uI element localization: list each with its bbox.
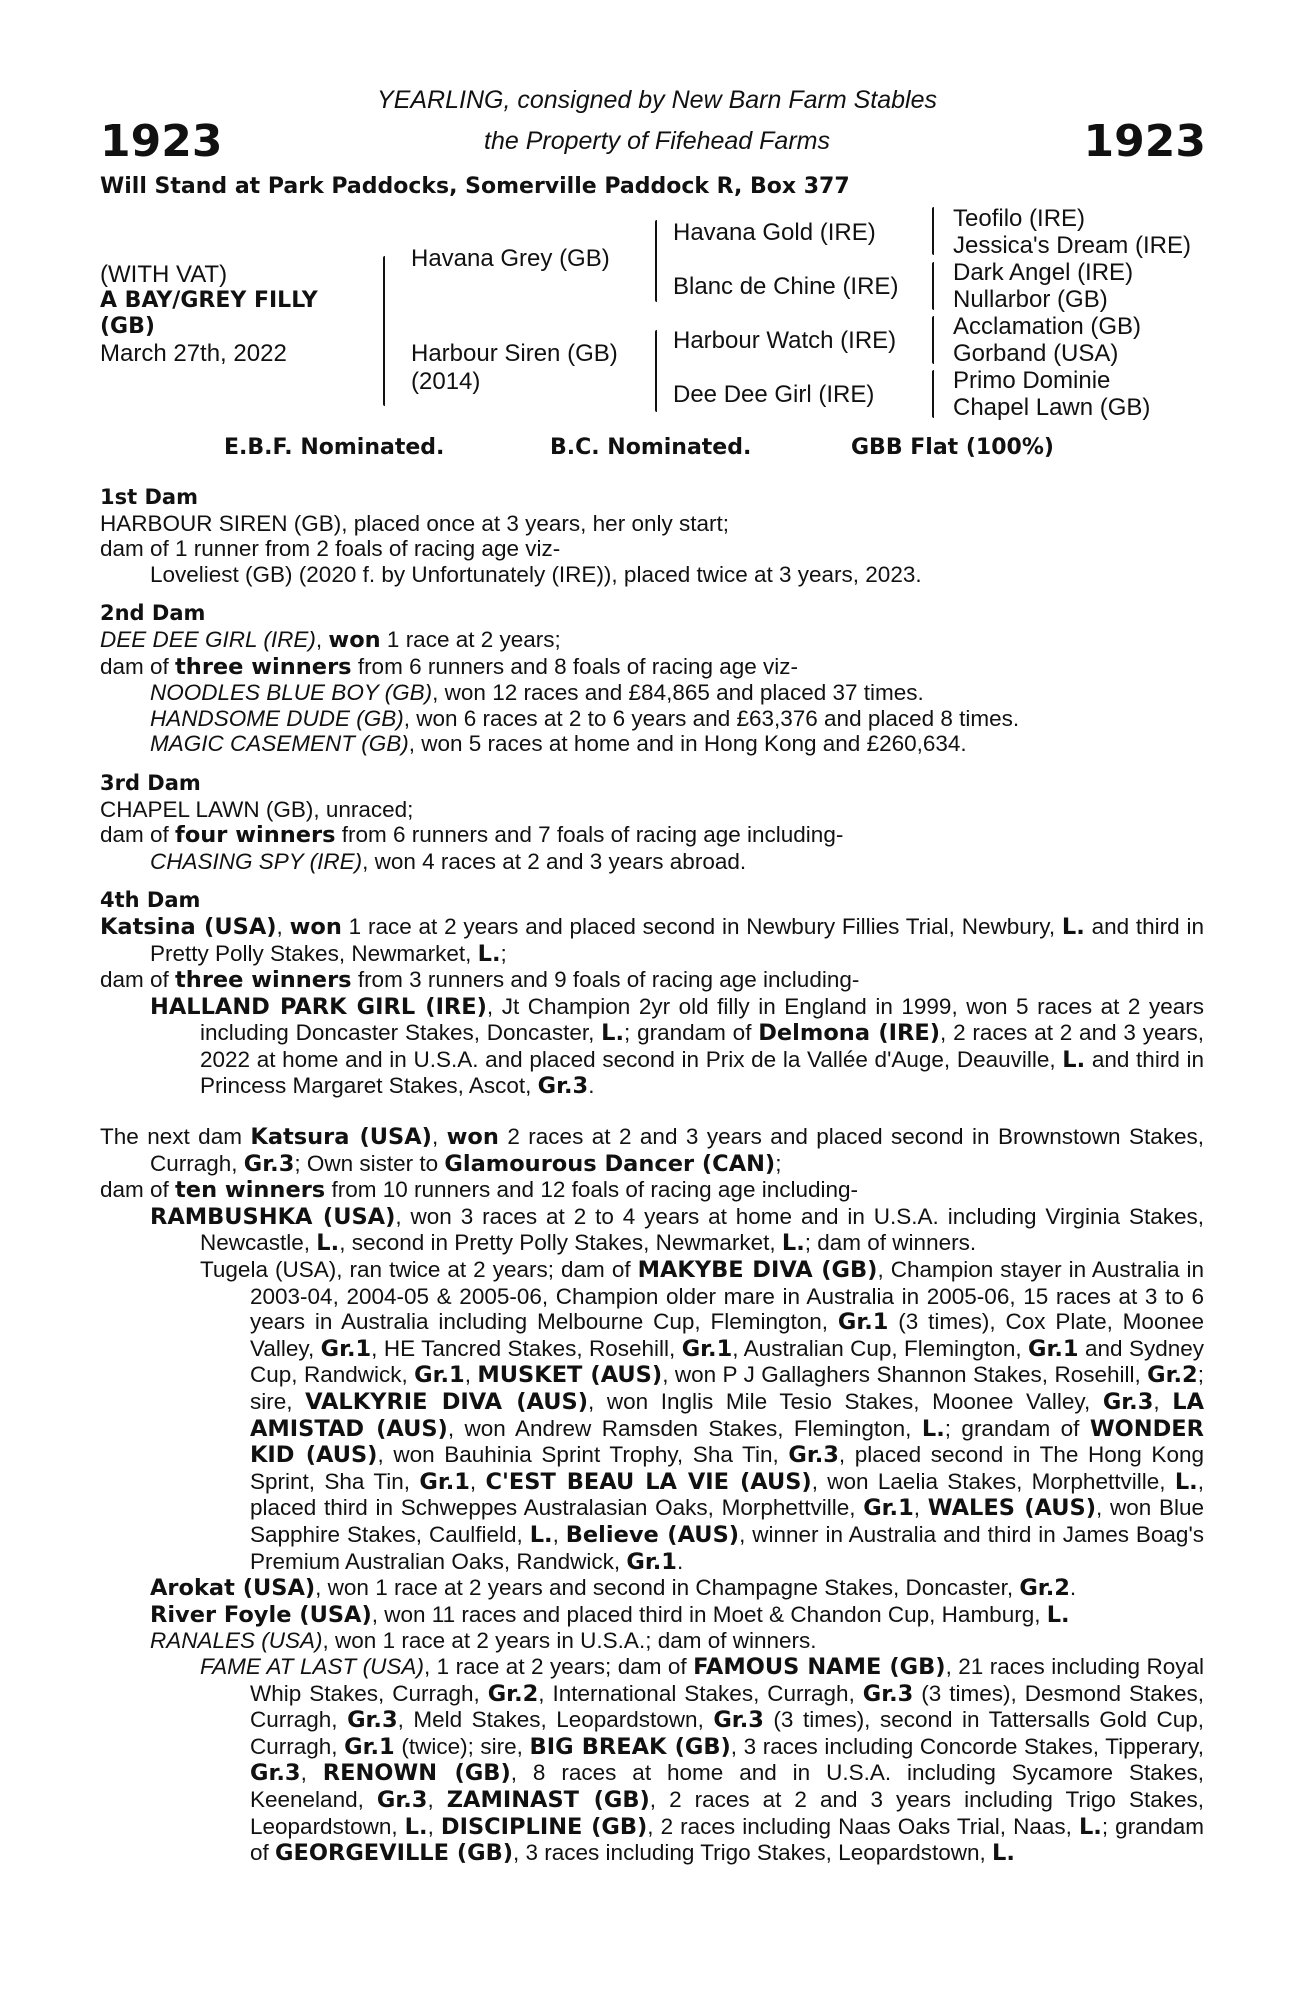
stand-line: Will Stand at Park Paddocks, Somerville Paddock R, Box 377	[100, 174, 850, 199]
pedigree-brace-main	[383, 256, 385, 406]
first-dam-line: HARBOUR SIREN (GB), placed once at 3 years, her only start;	[100, 510, 729, 536]
pedigree-brace-ss	[932, 207, 934, 255]
first-dam-produce-line: dam of 1 runner from 2 foals of racing age viz-	[100, 536, 561, 562]
rambushka-progeny-tugela: Tugela (USA), ran twice at 2 years; dam of MAKYBE DIVA (GB), Champion stayer in Australia in 2003-04, 2004-05 & 2005-06, Champion older mare in Australia in 2005-06, 15 races at 3 to 6 years in Australia including Melbourne Cup, Flemington, Gr.1 (3 times), Cox Plate, Moonee Valley, Gr.1, HE Tancred Stakes, Rosehill, Gr.1, Australian Cup, Flemington, Gr.1 and Sydney Cup, Randwick, Gr.1, MUSKET (AUS), won P J Gallaghers Shannon Stakes, Rosehill, Gr.2; sire, VALKYRIE DIVA (AUS), won Inglis Mile Tesio Stakes, Moonee Valley, Gr.3, LA AMISTAD (AUS), won Andrew Ramsden Stakes, Flemington, L.; grandam of WONDER KID (AUS), won Bauhinia Sprint Trophy, Sha Tin, Gr.3, placed second in The Hong Kong Sprint, Sha Tin, Gr.1, C'EST BEAU LA VIE (AUS), won Laelia Stakes, Morphettville, L., placed third in Schweppes Australasian Oaks, Morphettville, Gr.1, WALES (AUS), won Blue Sapphire Stakes, Caulfield, L., Believe (AUS), winner in Australia and third in James Boag's Premium Australian Oaks, Randwick, Gr.1.	[200, 1257, 1205, 1575]
property-line: the Property of Fifehead Farms	[484, 127, 830, 155]
fourth-dam-produce-line: dam of three winners from 3 runners and 9 foals of racing age including-	[100, 967, 860, 994]
fourth-dam-heading: 4th Dam	[100, 888, 201, 913]
ranales-progeny-fame-at-last: FAME AT LAST (USA), 1 race at 2 years; dam of FAMOUS NAME (GB), 21 races including Royal Whip Stakes, Curragh, Gr.2, International Stakes, Curragh, Gr.3 (3 times), Desmond Stakes, Curragh, Gr.3, Meld Stakes, Leopardstown, Gr.3 (3 times), second in Tattersalls Gold Cup, Curragh, Gr.1 (twice); sire, BIG BREAK (GB), 3 races including Concorde Stakes, Tipperary, Gr.3, RENOWN (GB), 8 races at home and in U.S.A. including Sycamore Stakes, Keeneland, Gr.3, ZAMINAST (GB), 2 races at 2 and 3 years including Trigo Stakes, Leopardstown, L., DISCIPLINE (GB), 2 races including Naas Oaks Trial, Naas, L.; grandam of GEORGEVILLE (GB), 3 races including Trigo Stakes, Leopardstown, L.	[200, 1653, 1205, 1867]
gg-dam-dam-sire: Primo Dominie	[953, 367, 1111, 394]
dam-year: (2014)	[411, 368, 481, 395]
second-dam-progeny: HANDSOME DUDE (GB), won 6 races at 2 to 6 years and £63,376 and placed 8 times.	[150, 705, 1020, 731]
gg-dam-dam-dam: Chapel Lawn (GB)	[953, 394, 1151, 421]
fourth-dam-line: Katsina (USA), won 1 race at 2 years and placed second in Newbury Fillies Trial, Newbury, L. and third in Pretty Polly Stakes, Newmarket, L.;	[100, 913, 1204, 967]
next-dam-progeny-river-foyle: River Foyle (USA), won 11 races and placed third in Moet & Chandon Cup, Hamburg, L.	[150, 1601, 1070, 1628]
sire-dam: Blanc de Chine (IRE)	[673, 273, 899, 300]
dam-dam: Dee Dee Girl (IRE)	[673, 381, 875, 408]
pedigree-brace-ds	[932, 316, 934, 364]
next-dam-progeny-arokat: Arokat (USA), won 1 race at 2 years and second in Champagne Stakes, Doncaster, Gr.2.	[150, 1575, 1077, 1602]
bc-nomination: B.C. Nominated.	[550, 435, 752, 460]
next-dam-progeny-ranales: RANALES (USA), won 1 race at 2 years in U.S.A.; dam of winners.	[150, 1628, 817, 1654]
pedigree-brace-dd	[932, 370, 934, 418]
horse-description: A BAY/GREY FILLY	[100, 288, 318, 313]
fourth-dam-progeny: HALLAND PARK GIRL (IRE), Jt Champion 2yr old filly in England in 1999, won 5 races at 2 years including Doncaster Stakes, Doncaster, L.; grandam of Delmona (IRE), 2 races at 2 and 3 years, 2022 at home and in U.S.A. and placed second in Prix de la Vallée d'Auge, Deauville, L. and third in Princess Margaret Stakes, Ascot, Gr.3.	[150, 993, 1205, 1100]
gg-sire-dam-dam: Nullarbor (GB)	[953, 286, 1108, 313]
third-dam-line: CHAPEL LAWN (GB), unraced;	[100, 796, 414, 822]
consignment-line: YEARLING, consigned by New Barn Farm Stables	[377, 86, 937, 114]
ebf-nomination: E.B.F. Nominated.	[224, 435, 445, 460]
vat-note: (WITH VAT)	[100, 261, 228, 288]
pedigree-brace-sd	[932, 262, 934, 310]
gg-dam-sire-dam: Gorband (USA)	[953, 340, 1119, 367]
lot-number-left: 1923	[100, 116, 223, 167]
next-dam-line: The next dam Katsura (USA), won 2 races at 2 and 3 years and placed second in Brownstown Stakes, Curragh, Gr.3; Own sister to Glamourous Dancer (CAN);	[100, 1124, 1204, 1177]
first-dam-heading: 1st Dam	[100, 485, 198, 509]
catalogue-body	[100, 485, 1204, 1867]
second-dam-progeny: MAGIC CASEMENT (GB), won 5 races at home and in Hong Kong and £260,634.	[150, 731, 967, 757]
dam-name: Harbour Siren (GB)	[411, 340, 618, 367]
third-dam-heading: 3rd Dam	[100, 770, 201, 795]
dam-sire: Harbour Watch (IRE)	[673, 327, 897, 354]
pedigree-brace-sire	[655, 220, 657, 302]
pedigree-brace-dam	[655, 330, 657, 412]
next-dam-progeny-rambushka: RAMBUSHKA (USA), won 3 races at 2 to 4 years at home and in U.S.A. including Virginia Stakes, Newcastle, L., second in Pretty Polly Stakes, Newmarket, L.; dam of winners.	[150, 1203, 1204, 1257]
horse-origin: (GB)	[100, 314, 155, 339]
sire-name: Havana Grey (GB)	[411, 245, 610, 272]
gg-sire-sire-dam: Jessica's Dream (IRE)	[953, 232, 1191, 259]
first-dam-progeny: Loveliest (GB) (2020 f. by Unfortunately (IRE)), placed twice at 3 years, 2023.	[150, 561, 922, 587]
gbb-status: GBB Flat (100%)	[851, 435, 1054, 460]
second-dam-produce-line: dam of three winners from 6 runners and 8 foals of racing age viz-	[100, 653, 799, 680]
gg-sire-dam-sire: Dark Angel (IRE)	[953, 259, 1134, 286]
foaling-date: March 27th, 2022	[100, 340, 287, 367]
gg-sire-sire-sire: Teofilo (IRE)	[953, 205, 1086, 232]
second-dam-heading: 2nd Dam	[100, 601, 206, 626]
next-dam-produce-line: dam of ten winners from 10 runners and 12 foals of racing age including-	[100, 1177, 859, 1204]
third-dam-progeny: CHASING SPY (IRE), won 4 races at 2 and 3 years abroad.	[150, 848, 747, 874]
sire-sire: Havana Gold (IRE)	[673, 219, 876, 246]
second-dam-progeny: NOODLES BLUE BOY (GB), won 12 races and £84,865 and placed 37 times.	[150, 680, 924, 706]
gg-dam-sire-sire: Acclamation (GB)	[953, 313, 1142, 340]
third-dam-produce-line: dam of four winners from 6 runners and 7 foals of racing age including-	[100, 822, 844, 849]
lot-number-right: 1923	[1083, 116, 1206, 167]
second-dam-line: DEE DEE GIRL (IRE), won 1 race at 2 years;	[100, 626, 561, 653]
